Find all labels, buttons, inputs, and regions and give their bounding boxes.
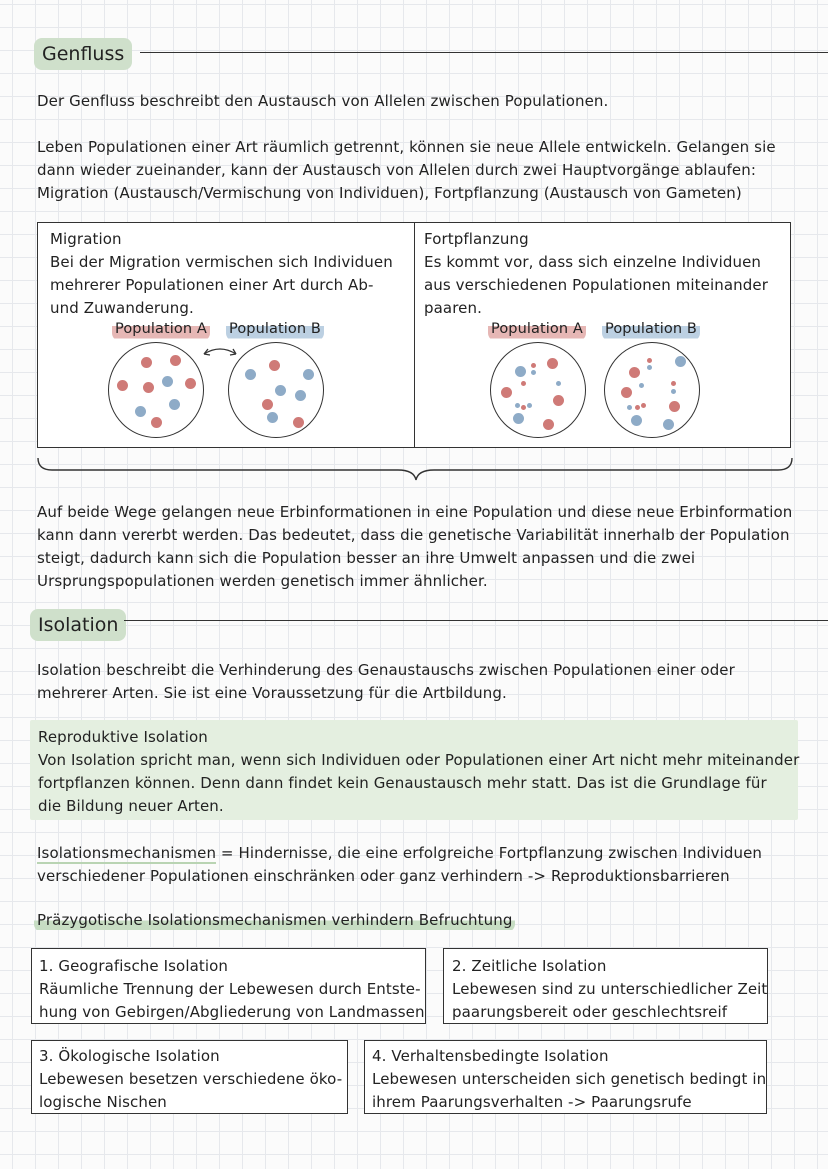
card-title: 4. Verhaltensbedingte Isolation [372, 1047, 609, 1065]
reproductive-isolation-line: die Bildung neuer Arten. [38, 797, 224, 815]
isolation-intro-line: Isolation beschreibt die Verhinderung des Genaustauschs zwischen Populationen einer oder [37, 661, 735, 679]
population-b-label: Population B [226, 318, 324, 341]
brace-icon [30, 456, 798, 484]
prezygotic-heading: Präzygotische Isolationsmechanismen verhindern Befruchtung [34, 909, 515, 932]
card-text-line: Lebewesen unterscheiden sich genetisch bedingt in [372, 1070, 767, 1088]
population-b-circle [604, 342, 700, 438]
reproductive-isolation-line: Von Isolation spricht man, wenn sich Individuen oder Populationen einer Art nicht mehr miteinander [38, 751, 800, 769]
card-text-line: logische Nischen [39, 1093, 167, 1111]
section-heading-isolation: Isolation [30, 609, 126, 641]
migration-title: Migration [50, 230, 122, 248]
reproductive-isolation-line: fortpflanzen können. Denn dann findet kein Genaustausch mehr statt. Das ist die Grundlage für [38, 774, 767, 792]
genfluss-conclusion-line: kann dann vererbt werden. Das bedeutet, dass die genetische Variabilität innerhalb der Population [37, 526, 790, 544]
fortpflanzung-text-line: paaren. [424, 299, 482, 317]
population-a-circle [108, 342, 204, 438]
mechanisms-definition-text: = Hindernisse, die eine erfolgreiche Fortpflanzung zwischen Individuen [216, 844, 763, 862]
genfluss-paragraph-line: Leben Populationen einer Art räumlich getrennt, können sie neue Allele entwickeln. Gelangen sie [37, 138, 776, 156]
migration-text-line: mehrerer Populationen einer Art durch Ab- [50, 276, 374, 294]
card-text-line: Lebewesen besetzen verschiedene öko- [39, 1070, 343, 1088]
card-text-line: ihrem Paarungsverhalten -> Paarungsrufe [372, 1093, 692, 1111]
card-text-line: paarungsbereit oder geschlechtsreif [452, 1003, 728, 1021]
population-a-circle [490, 342, 586, 438]
card-text-line: Räumliche Trennung der Lebewesen durch Entste- [39, 980, 421, 998]
card-title: 3. Ökologische Isolation [39, 1047, 220, 1065]
column-divider [414, 223, 415, 447]
fortpflanzung-text-line: aus verschiedenen Populationen miteinander [424, 276, 768, 294]
migration-text-line: Bei der Migration vermischen sich Individuen [50, 253, 393, 271]
card-text-line: hung von Gebirgen/Abgliederung von Landmassen [39, 1003, 425, 1021]
heading-divider [124, 620, 828, 621]
population-b-label: Population B [602, 318, 700, 341]
mechanisms-term: Isolationsmechanismen [37, 844, 217, 862]
heading-divider [140, 52, 828, 53]
mechanisms-definition-line: verschiedener Populationen einschränken oder ganz verhindern -> Reproduktionsbarrieren [37, 867, 730, 885]
mechanisms-definition [37, 842, 762, 865]
genfluss-paragraph-line: dann wieder zueinander, kann der Austausch von Allelen durch zwei Hauptvorgänge ablaufen: [37, 161, 757, 179]
isolation-intro-line: mehrerer Arten. Sie ist eine Voraussetzung für die Artbildung. [37, 684, 507, 702]
reproductive-isolation-title: Reproduktive Isolation [38, 728, 208, 746]
genfluss-conclusion-line: Auf beide Wege gelangen neue Erbinformationen in eine Population und diese neue Erbinformation [37, 503, 793, 521]
genfluss-conclusion-line: steigt, dadurch kann sich die Population besser an ihre Umwelt anpassen und die zwei [37, 549, 696, 567]
genfluss-conclusion-line: Ursprungspopulationen werden genetisch immer ähnlicher. [37, 572, 488, 590]
exchange-arrow-icon [200, 342, 240, 360]
fortpflanzung-text-line: Es kommt vor, dass sich einzelne Individuen [424, 253, 762, 271]
population-a-label: Population A [112, 318, 210, 341]
card-text-line: Lebewesen sind zu unterschiedlicher Zeit [452, 980, 768, 998]
card-title: 1. Geografische Isolation [39, 957, 229, 975]
population-a-label: Population A [488, 318, 586, 341]
population-b-circle [228, 342, 324, 438]
genfluss-paragraph-line: Migration (Austausch/Vermischung von Individuen), Fortpflanzung (Austausch von Gameten) [37, 184, 742, 202]
fortpflanzung-title: Fortpflanzung [424, 230, 529, 248]
migration-text-line: und Zuwanderung. [50, 299, 194, 317]
section-heading-genfluss: Genfluss [34, 38, 132, 70]
card-title: 2. Zeitliche Isolation [452, 957, 607, 975]
genfluss-intro: Der Genfluss beschreibt den Austausch von Allelen zwischen Populationen. [37, 92, 609, 110]
